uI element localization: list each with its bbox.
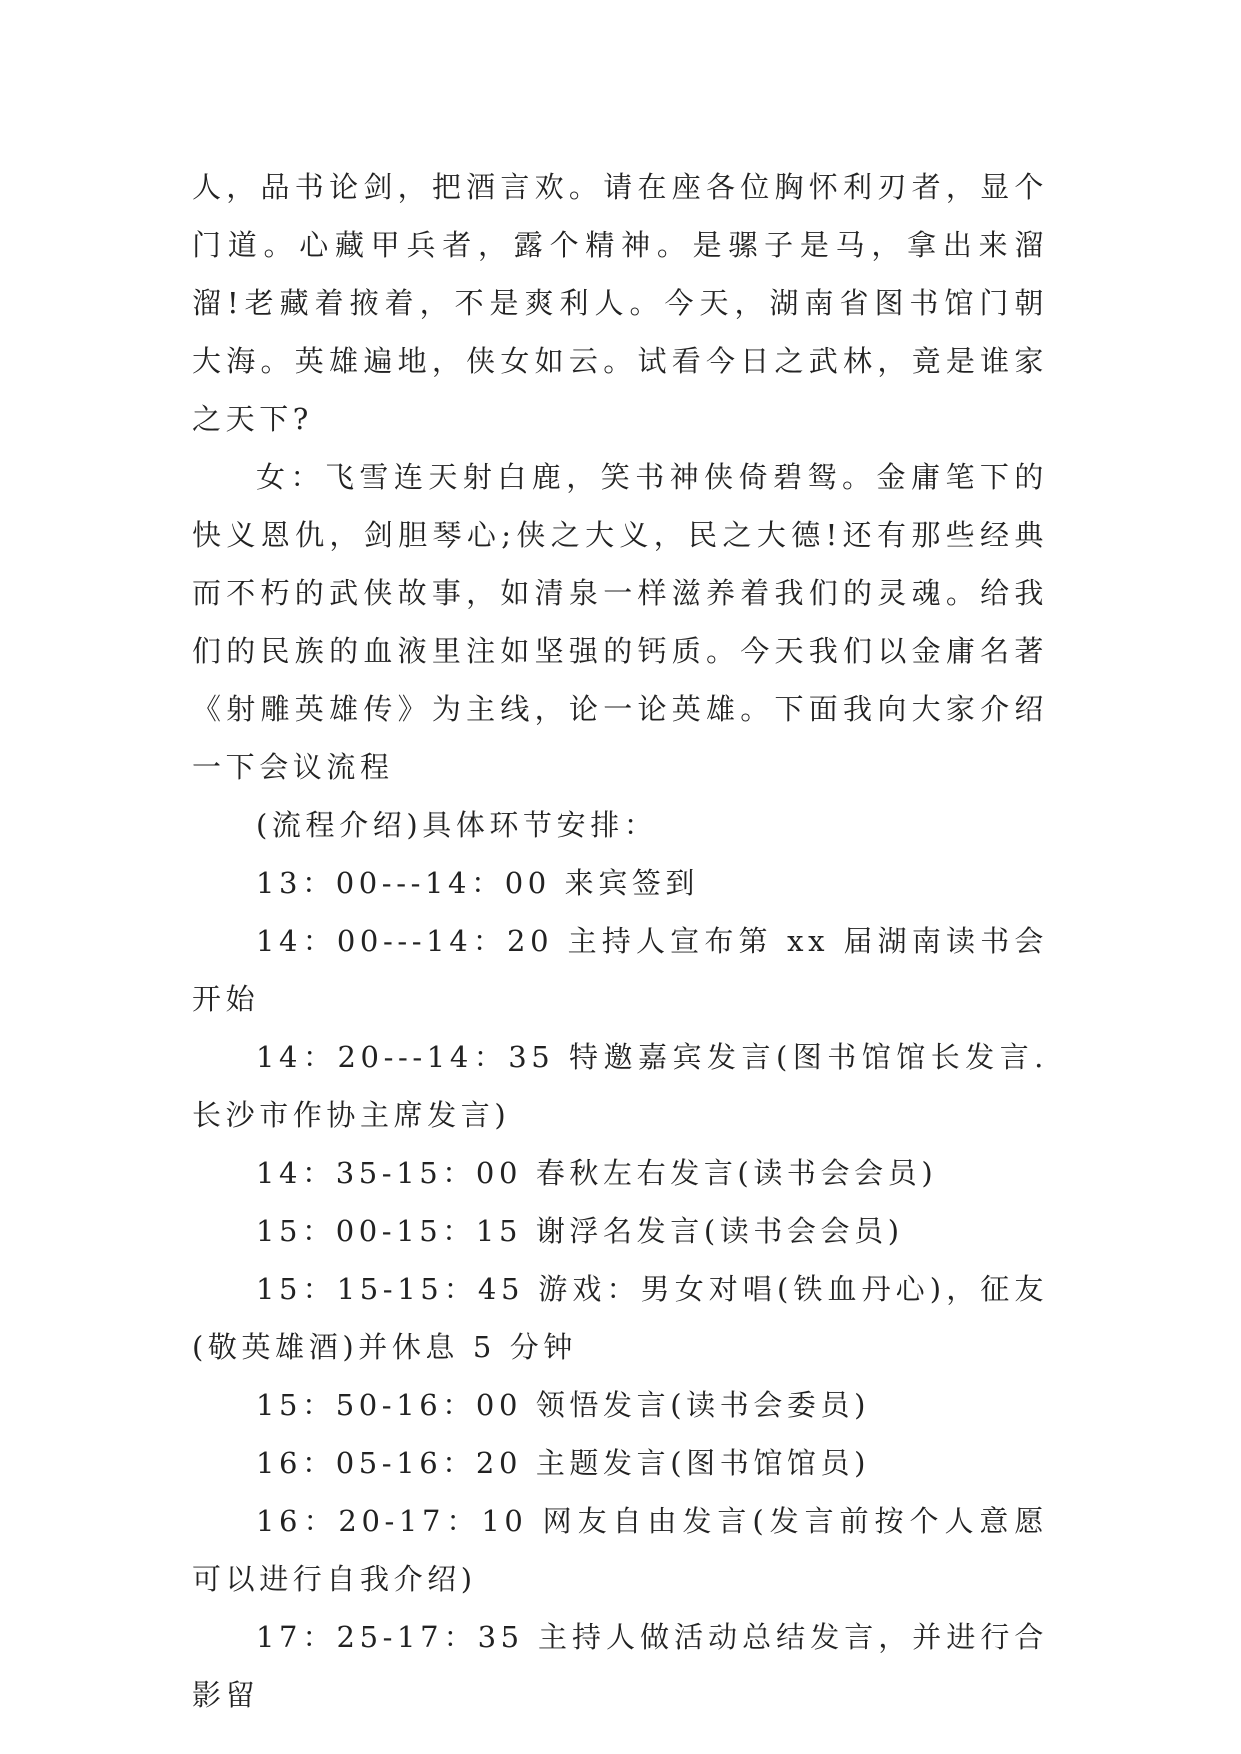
schedule-item-chunqiu-speech: 14：35-15：00 春秋左右发言(读书会会员) [256,1156,938,1190]
paragraph-female-host-speech: 女：飞雪连天射白鹿，笑书神侠倚碧鸳。金庸笔下的快义恩仇，剑胆琴心;侠之大义，民之大德!还有那些经典而不朽的武侠故事，如清泉一样滋养着我们的灵魂。给我们的民族的血液里注如坚强的钙质。今天我们以金庸名著《射雕英雄传》为主线，论一论英雄。下面我向大家介绍一下会议流程 [192,460,1048,784]
schedule-item-guest-signin: 13：00---14：00 来宾签到 [256,866,700,900]
schedule-item-lingwu-speech: 15：50-16：00 领悟发言(读书会委员) [256,1388,871,1422]
document-body [192,158,1048,1724]
schedule-item-xiefuming-speech: 15：00-15：15 谢浮名发言(读书会会员) [256,1214,904,1248]
schedule-item-theme-speech: 16：05-16：20 主题发言(图书馆馆员) [256,1446,871,1480]
schedule-item-game-break: 15：15-15：45 游戏：男女对唱(铁血丹心)，征友(敬英雄酒)并休息 5 分钟 [192,1272,1048,1364]
schedule-item-free-speech: 16：20-17：10 网友自由发言(发言前按个人意愿可以进行自我介绍) [192,1504,1048,1596]
paragraph-opening-remarks: 人，品书论剑，把酒言欢。请在座各位胸怀利刃者，显个门道。心藏甲兵者，露个精神。是骡子是马，拿出来溜溜!老藏着掖着，不是爽利人。今天，湖南省图书馆门朝大海。英雄遍地，侠女如云。试看今日之武林，竟是谁家之天下? [192,170,1048,436]
paragraph-schedule-heading: (流程介绍)具体环节安排： [256,808,658,842]
schedule-item-guest-speeches: 14：20---14：35 特邀嘉宾发言(图书馆馆长发言.长沙市作协主席发言) [192,1040,1048,1132]
schedule-item-closing-summary: 17：25-17：35 主持人做活动总结发言，并进行合影留 [192,1620,1048,1712]
schedule-item-opening: 14：00---14：20 主持人宣布第 xx 届湖南读书会开始 [192,924,1048,1016]
